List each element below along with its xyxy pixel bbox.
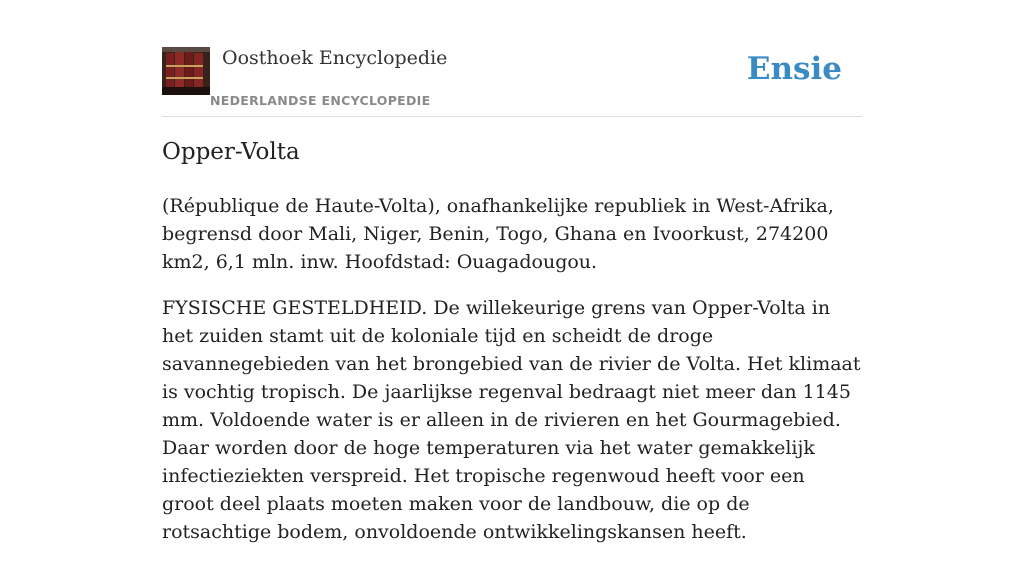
site-name-link[interactable]: Oosthoek Encyclopedie bbox=[222, 47, 448, 69]
article-paragraph-fysische-gesteldheid: FYSISCHE GESTELDHEID. De willekeurige grens van Opper-Volta in het zuiden stamt uit de koloniale tijd en scheidt de droge savannegebieden van het brongebied van de rivier de Volta. Het klimaat is vochtig tropisch. De jaarlijkse regenval bedraagt niet meer dan 1145 mm. Voldoende water is er alleen in de rivieren en het Gourmagebied. Daar worden door de hoge temperaturen via het water gemakkelijk infectieziekten verspreid. Het tropische regenwoud heeft voor een groot deel plaats moeten maken voor de landbouw, die op de rotsachtige bodem, onvoldoende ontwikkelingskansen heeft. bbox=[162, 297, 861, 543]
encyclopedia-books-icon[interactable] bbox=[162, 47, 210, 95]
site-header bbox=[162, 46, 862, 117]
page-title: Opper-Volta bbox=[162, 139, 300, 165]
brand-logo-link[interactable]: Ensie bbox=[746, 51, 842, 87]
site-subtitle: NEDERLANDSE ENCYCLOPEDIE bbox=[210, 93, 431, 108]
article-body bbox=[162, 192, 862, 564]
article-paragraph-intro: (République de Haute-Volta), onafhankelijke republiek in West-Afrika, begrensd door Mali, Niger, Benin, Togo, Ghana en Ivoorkust, 274200 km2, 6,1 mln. inw. Hoofdstad: Ouagadougou. bbox=[162, 195, 834, 273]
